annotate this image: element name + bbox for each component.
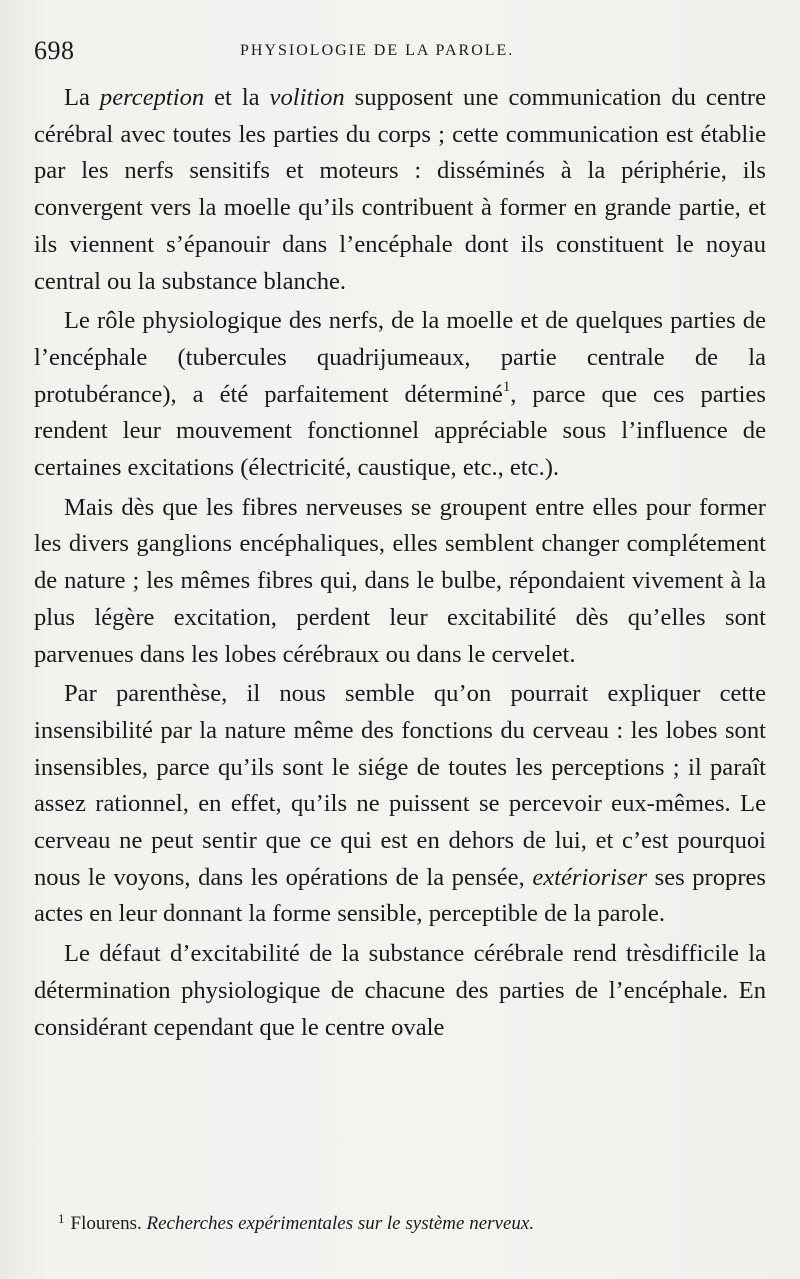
footnote-marker: 1: [58, 1211, 65, 1226]
paragraph: [34, 80, 766, 300]
paragraph-text: Le rôle physiologique des nerfs, de la moelle et de quelques parties de l’encéphale (tubercules quadrijumeaux, partie centrale de la protubérance), a été parfaitement déterminé: [34, 307, 766, 408]
paragraph-text: supposent une communication du centre cérébral avec toutes les parties du corps ; cette communication est établie par les nerfs sensitifs et moteurs : disséminés à la périphérie, ils convergent vers la moelle qu’ils contribuent à former en grande partie, et ils viennent s’épanouir dans l’encéphale dont ils constituent le noyau central ou la substance blanche.: [34, 84, 767, 295]
body-text: [34, 80, 766, 1046]
footnote-author: Flourens.: [70, 1213, 142, 1234]
paragraph-text: ses propres actes en leur donnant la forme sensible, perceptible de la parole.: [34, 863, 766, 928]
paragraph-text: , parce que ces parties rendent leur mouvement fonctionnel appréciable sous l’influence de certaines excitations (électricité, caustique, etc., etc.).: [34, 380, 766, 482]
paragraph: [34, 490, 766, 674]
page-header: [34, 34, 774, 74]
paragraph: [34, 303, 766, 487]
paragraph: [34, 676, 766, 933]
page-number: 698: [34, 36, 75, 65]
paragraph-text: Par parenthèse, il nous semble qu’on pourrait expliquer cette insensibilité par la nature même des fonctions du cerveau : les lobes sont insensibles, parce qu’ils sont le siége de toutes les perceptions ; il paraît assez rationnel, en effet, qu’ils ne puissent se percevoir eux-mêmes. Le cerveau ne peut sentir que ce qui est en dehors de lui, et c’est pourquoi nous le voyons, dans les opérations de la pensée,: [34, 680, 766, 891]
emphasized-text: perception: [99, 84, 205, 111]
running-title: PHYSIOLOGIE DE LA PAROLE.: [240, 42, 515, 59]
emphasized-text: volition: [269, 84, 345, 111]
paragraph-text: Mais dès que les fibres nerveuses se groupent entre elles pour former les divers ganglions encéphaliques, elles semblent changer complétement de nature ; les mêmes fibres qui, dans le bulbe, répondaient vivement à la plus légère excitation, perdent leur excitabilité dès qu’elles sont parvenues dans les lobes cérébraux ou dans le cervelet.: [34, 493, 766, 668]
emphasized-text: extérioriser: [532, 863, 648, 891]
paragraph-text: et la: [204, 84, 270, 111]
footnote: [34, 1206, 766, 1237]
paragraph-text: La: [64, 84, 100, 111]
paragraph: [34, 936, 766, 1046]
paragraph-text: Le défaut d’excitabilité de la substance cérébrale rend trèsdifficile la détermination physiologique de chacune des parties de l’encéphale. En considérant cependant que le centre ovale: [34, 940, 766, 1041]
footnote-reference: 1: [502, 378, 511, 395]
footnote-title: Recherches expérimentales sur le système nerveux.: [146, 1213, 535, 1234]
